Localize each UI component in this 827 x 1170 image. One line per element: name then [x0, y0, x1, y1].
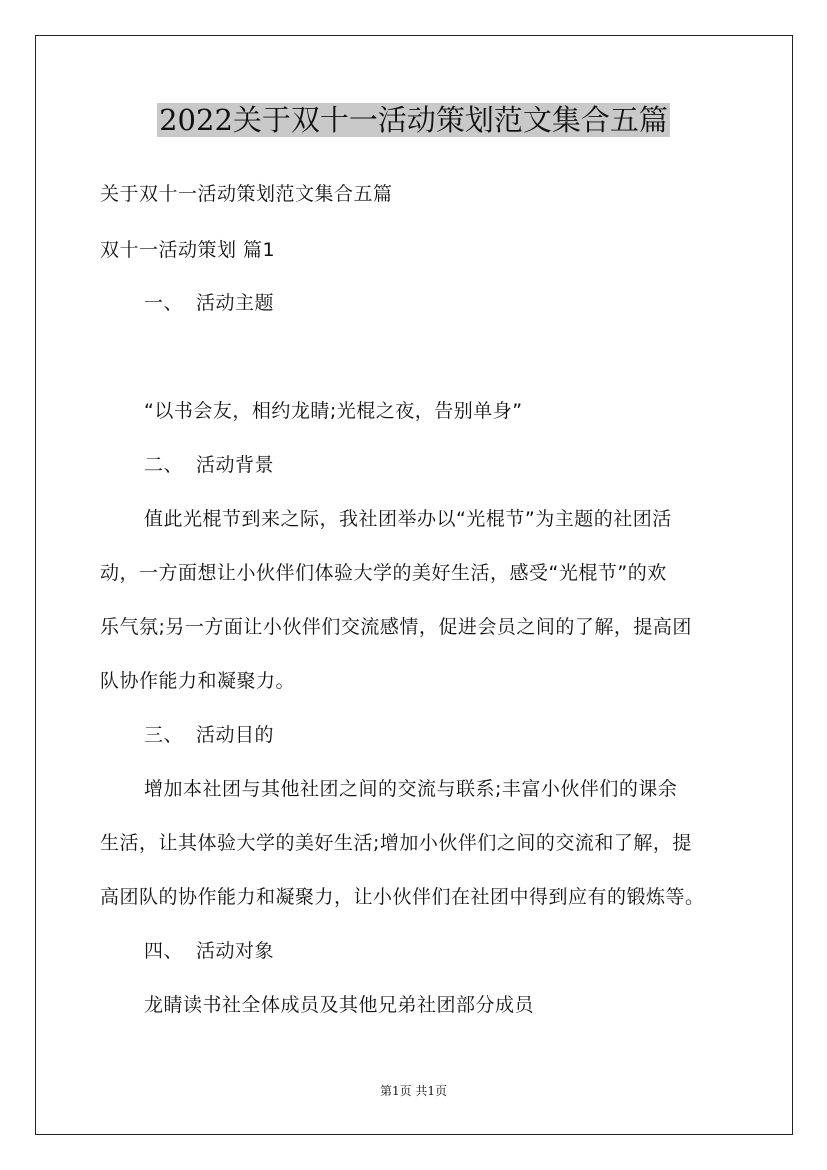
- paragraph-line: 队协作能力和凝聚力。: [100, 670, 296, 692]
- section-title: 活动目的: [196, 724, 275, 746]
- section-heading-4: [144, 937, 274, 965]
- section-title: 活动对象: [196, 940, 275, 962]
- document-subtitle: 关于双十一活动策划范文集合五篇: [100, 183, 393, 205]
- paragraph-line: 动，一方面想让小伙伴们体验大学的美好生活，感受“光棍节”的欢: [100, 562, 667, 584]
- section-heading-1: [144, 289, 274, 317]
- paragraph-line: 生活，让其体验大学的美好生活;增加小伙伴们之间的交流和了解，提: [100, 832, 692, 854]
- paragraph-line: 增加本社团与其他社团之间的交流与联系;丰富小伙伴们的课余: [144, 778, 678, 800]
- section-number: 一、: [144, 292, 184, 314]
- section-heading-2: [144, 451, 274, 479]
- document-title: 2022关于双十一活动策划范文集合五篇: [159, 103, 668, 137]
- section-title: 活动背景: [196, 454, 275, 476]
- paragraph-line: 龙睛读书社全体成员及其他兄弟社团部分成员: [144, 994, 535, 1016]
- paragraph-line: 高团队的协作能力和凝聚力，让小伙伴们在社团中得到应有的锻炼等。: [100, 886, 705, 908]
- paragraph-line: 乐气氛;另一方面让小伙伴们交流感情，促进会员之间的了解，提高团: [100, 616, 692, 638]
- paragraph-line: 值此光棍节到来之际，我社团举办以“光棍节”为主题的社团活: [144, 508, 672, 530]
- theme-slogan: “以书会友，相约龙睛;光棍之夜，告别单身”: [144, 400, 523, 422]
- section-title: 活动主题: [196, 292, 275, 314]
- page-footer: 第1页 共1页: [379, 1084, 448, 1098]
- section-number: 二、: [144, 454, 184, 476]
- part-heading: 双十一活动策划 篇1: [100, 239, 276, 261]
- section-number: 四、: [144, 940, 184, 962]
- section-heading-3: [144, 721, 274, 749]
- section-number: 三、: [144, 724, 184, 746]
